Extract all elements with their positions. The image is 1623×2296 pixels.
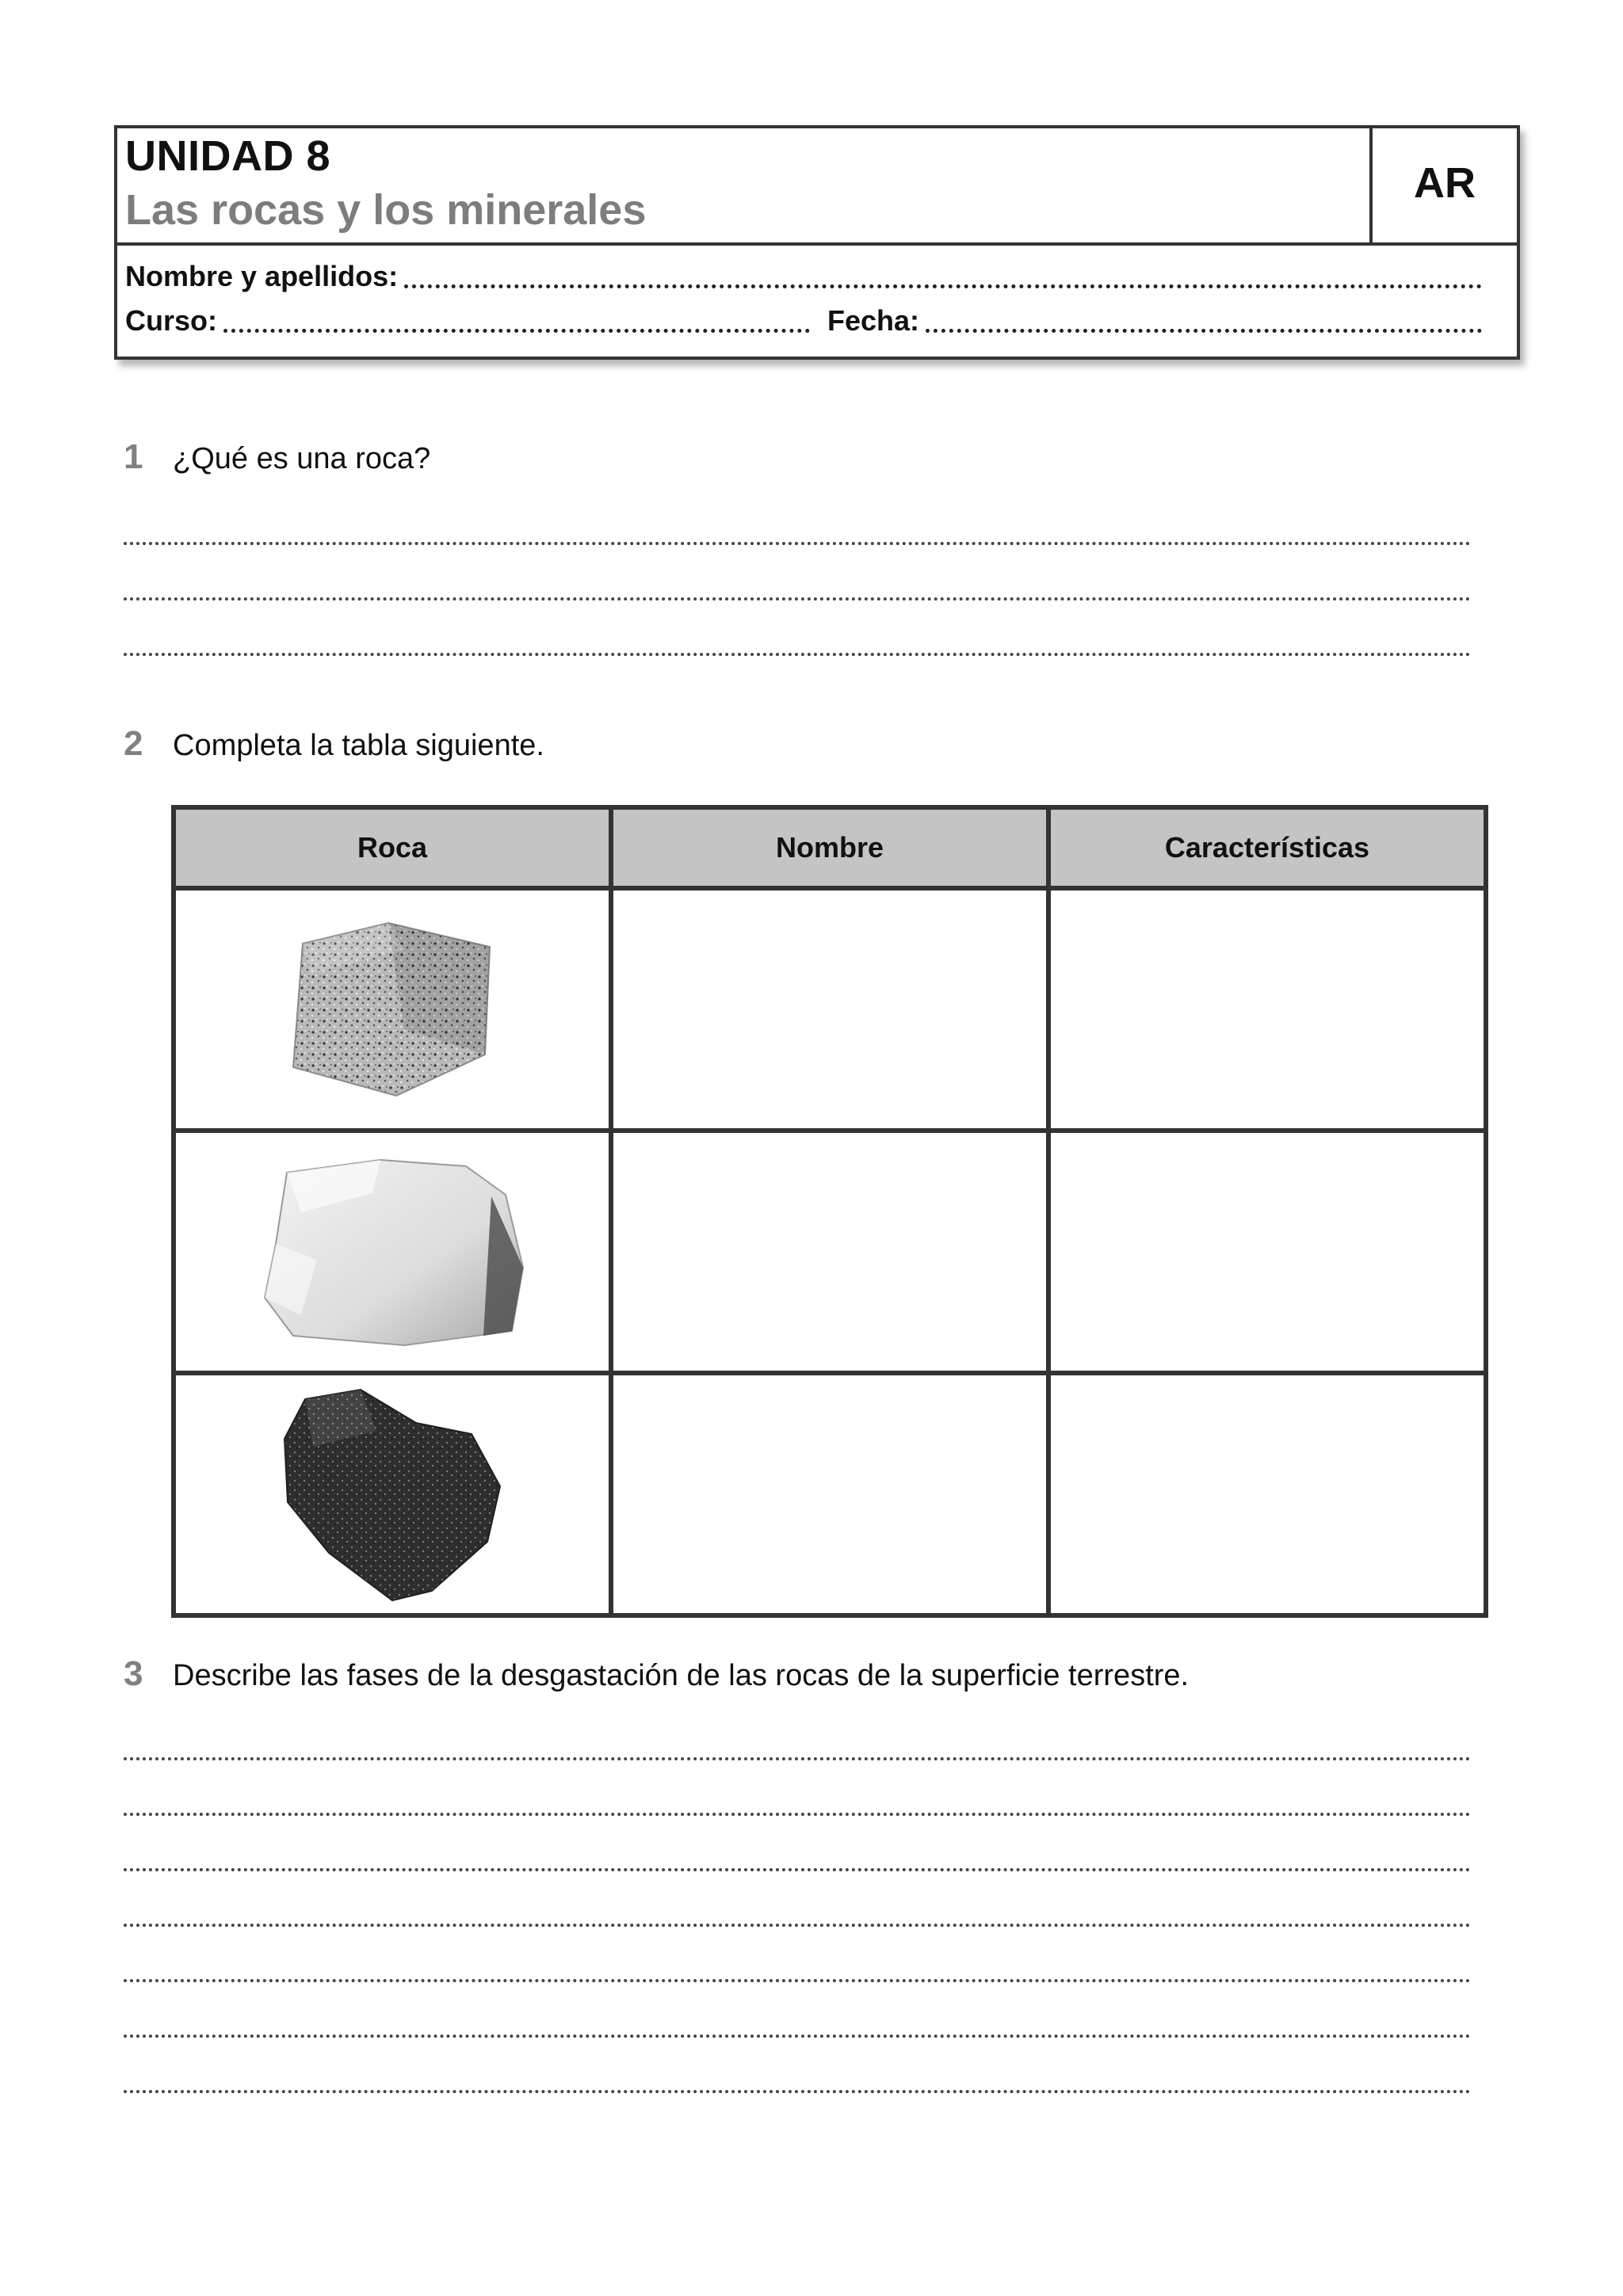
question-3	[124, 1654, 1471, 1702]
question-text: Completa la tabla siguiente.	[173, 729, 544, 762]
worksheet-header	[114, 125, 1520, 360]
answer-line[interactable]	[124, 1868, 1471, 1871]
rock-image-cell	[174, 888, 611, 1131]
course-field[interactable]	[223, 329, 810, 333]
question-number: 2	[124, 724, 143, 763]
course-date-row	[125, 304, 1482, 338]
rock-image-cell	[174, 1373, 611, 1615]
answer-line[interactable]	[124, 1757, 1471, 1760]
white-rock-icon	[254, 1149, 531, 1355]
granite-rock-icon	[277, 918, 507, 1100]
question-number: 3	[124, 1654, 143, 1693]
name-row	[125, 260, 1482, 293]
date-label: Fecha:	[827, 304, 920, 337]
column-header-name: Nombre	[611, 807, 1048, 888]
date-field[interactable]	[926, 329, 1482, 333]
answer-line[interactable]	[124, 1979, 1471, 1982]
name-answer-cell[interactable]	[611, 1373, 1048, 1615]
student-fields	[125, 260, 1482, 349]
table-header-row	[174, 807, 1486, 888]
characteristics-answer-cell[interactable]	[1048, 1373, 1486, 1615]
table-row	[174, 1131, 1486, 1373]
column-header-rock: Roca	[174, 807, 611, 888]
question-text: Describe las fases de la desgastación de las rocas de la superficie terrestre.	[173, 1659, 1190, 1692]
question-text: ¿Qué es una roca?	[173, 442, 431, 475]
question-number: 1	[124, 437, 143, 476]
answer-line[interactable]	[124, 653, 1471, 656]
table-row	[174, 888, 1486, 1131]
characteristics-answer-cell[interactable]	[1048, 1131, 1486, 1373]
name-answer-cell[interactable]	[611, 888, 1048, 1131]
unit-title: UNIDAD 8	[125, 132, 331, 180]
rock-image-cell	[174, 1131, 611, 1373]
answer-line[interactable]	[124, 2035, 1471, 2038]
header-title-band	[117, 128, 1517, 246]
name-answer-cell[interactable]	[611, 1131, 1048, 1373]
table-row	[174, 1373, 1486, 1615]
course-label: Curso:	[125, 304, 217, 337]
dark-rock-icon	[273, 1383, 511, 1605]
name-field[interactable]	[404, 284, 1482, 288]
name-label: Nombre y apellidos:	[125, 260, 399, 292]
unit-subtitle: Las rocas y los minerales	[125, 186, 647, 234]
answer-line[interactable]	[124, 542, 1471, 545]
answer-line[interactable]	[124, 2090, 1471, 2093]
rock-table	[171, 805, 1488, 1618]
answer-line[interactable]	[124, 597, 1471, 601]
question-1	[124, 437, 1471, 485]
answer-line[interactable]	[124, 1813, 1471, 1816]
column-header-characteristics: Características	[1048, 807, 1486, 888]
characteristics-answer-cell[interactable]	[1048, 888, 1486, 1131]
unit-code-box	[1369, 128, 1517, 242]
question-2	[124, 724, 1471, 772]
answer-line[interactable]	[124, 1924, 1471, 1927]
unit-code: AR	[1414, 159, 1476, 207]
